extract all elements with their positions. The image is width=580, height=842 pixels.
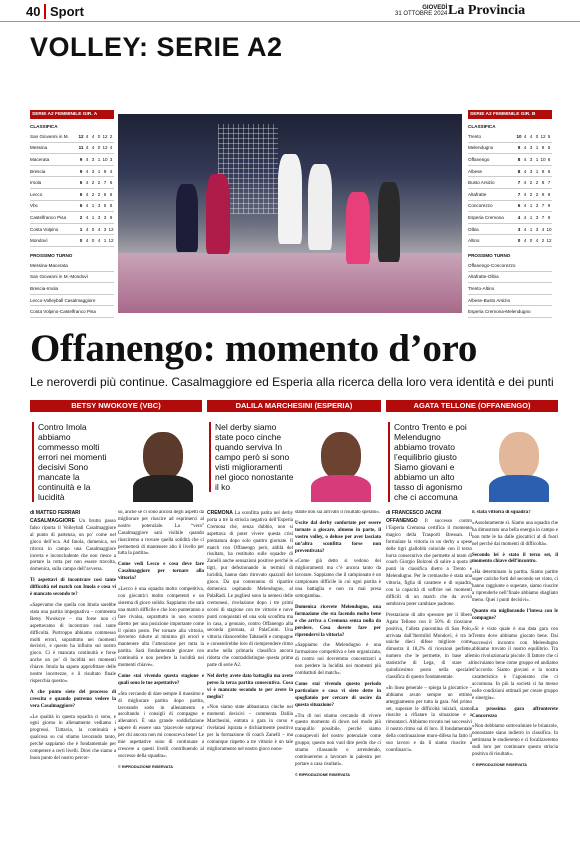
player-portrait: [306, 420, 376, 502]
copyright: © RIPRODUZIONE RISERVATA: [118, 764, 174, 769]
table-cell: 12: [102, 145, 108, 151]
table-cell: 5: [547, 145, 551, 151]
table-cell: 4: [85, 180, 89, 186]
newspaper-logo: La Provincia: [448, 3, 526, 18]
table-cell: 0: [535, 133, 539, 139]
table-cell: 0: [97, 145, 101, 151]
table-cell: 3: [529, 156, 533, 162]
table-cell: 0: [97, 133, 101, 139]
team-name: Lecco: [30, 191, 43, 197]
table-cell: 4: [529, 133, 533, 139]
paragraph-text: «Sto cercando di dare sempre il massimo e di migliorare partita dopo partita, lavorando sodo in allenamento e ascoltando i consigli di compagne e allenatori. È una grande soddisfazione sapere di essere una ‘piacevole sorpresa’ per chi ancora non mi conosceva bene! Le mie aspettative sono di continuare a crescere a questi livelli contribuendo al successo della squadra».: [118, 691, 204, 759]
table-cell: 8: [109, 203, 113, 209]
paragraph: [295, 605, 381, 640]
paragraph-text: «Lecco è una squadra molto competitiva, con giocatrici molto competenti e un sistema di gioco solido. Sappiamo che sarà una match difficile e che loro punteranno a fare rivalsa, soprattutto in uno scontro diretto per una posizione importante come il quinto posto. Per tornare alla vittoria, dovremo ridurre al minimo gli errori e mantenere alta l’attenzione per tutta la partita. Sarà fondamentale giocare con continuità e non perdere la lucidità nei momenti chiave».: [118, 587, 204, 669]
table-cell: 4: [97, 226, 101, 232]
lead-word: OFFANENGO: [386, 518, 418, 524]
paragraph-text: Uscite dal derby confortate per essere tornate a giocare, almeno in parte, il vostro volley, o deluse per aver lasciato un’altra sconfitta forse non preventivata?: [295, 520, 381, 554]
section-name: Sport: [44, 4, 84, 19]
article-column: [295, 510, 381, 777]
table-cell: 4: [523, 180, 527, 186]
lead-word: CASALMAGGIORE: [30, 518, 75, 524]
article-column: [472, 510, 558, 767]
page-header: [0, 0, 580, 22]
table-cell: 4: [85, 238, 89, 244]
paragraph: [118, 692, 204, 761]
paragraph-text: Un brutto passo falso riporta il Volleyball Casalmaggiore al punto di partenza, un po’ come nel gioco dell’oca. Ad Imola, domenica, sei ritrova in campo una Casalmaggiore incerta e inconcludente che non riesce a portare la rotta per non essere travolta, domenica, sulla campo dell’avversa.: [30, 519, 116, 573]
table-cell: 4: [109, 168, 113, 174]
paragraph: [295, 510, 381, 517]
table-cell: 0: [79, 238, 83, 244]
table-row: [30, 154, 114, 166]
table-cell: 0: [529, 238, 533, 244]
table-row: [30, 131, 114, 143]
table-cell: 5: [103, 203, 107, 209]
table-cell: 6: [79, 191, 83, 197]
paragraph: [30, 518, 116, 574]
table-row: [468, 201, 552, 213]
table-row: [30, 189, 114, 201]
table-cell: 9: [547, 203, 551, 209]
table-cell: 8: [541, 180, 545, 186]
table-cell: 1: [97, 156, 101, 162]
player-figure: [206, 174, 230, 254]
paragraph-text: stante non sia arrivato il risultato sperato».: [295, 510, 381, 515]
paragraph-text: «Si è visto quale è sua data gara con Trento dove abbiamo giocato bene. Dai successivi incontro con Melendugno abbiamo trovato il nostro equilibrio. Tra mio rivoluzionaria piscole. Il fattore che ci rincruiamo bene come gruppo ed andiamo d’accordo. Siamo giovani e la nostra caratteristica è l’agonismo che ci accomuna. In più la società ci ha messo nelle condizioni ottimali per creare gruppo e sinergia».: [472, 626, 558, 701]
paragraph: [472, 570, 558, 605]
team-name: San Giovanni in M.: [30, 133, 69, 139]
player-figure: [308, 164, 332, 250]
profile-banner: DALILA MARCHESINI (ESPERIA): [207, 400, 381, 412]
table-row: [30, 201, 114, 213]
table-cell: 2: [91, 191, 95, 197]
table-cell: 8: [517, 168, 521, 174]
header-date: [395, 5, 447, 17]
table-row: [468, 166, 552, 178]
table-cell: 9: [109, 214, 113, 220]
table-cell: 3: [103, 226, 107, 232]
pull-quote: Contro Imola abbiamo commesso molti errori nei momenti decisivi Sono mancate la continuità e la lucidità: [32, 422, 114, 502]
paragraph-text: Domenica ricevete Melendugno, una formazione che sta facendo molto bene e che arriva a Cremona senza nulla da perdere. Cosa dovete fare per riprendervi la vittoria?: [295, 604, 381, 638]
paragraph: [295, 521, 381, 556]
paragraph-text: «Tra di noi stiamo cercando di vivere questo momento di down nel modo più tranquillo possibile, perché siamo consapevoli del nostro potenziale come gruppo; questo non vuol dire perdo che ci stiamo rilassando o arrendendo, continueremo a lavorare in palestra per portare a casa risultati».: [295, 713, 381, 767]
next-round-label: PROSSIMO TURNO: [30, 252, 73, 258]
paragraph-text: La prossima gara affronterete Concorezzo: [472, 706, 558, 719]
table-cell: 7: [517, 180, 521, 186]
team-name: Albese: [468, 168, 483, 174]
article-column: [118, 510, 204, 769]
table-cell: 9: [103, 168, 107, 174]
fixture: Offanengo-Concorezzo: [468, 260, 552, 272]
fixture: Trento-Altino: [468, 283, 552, 295]
headline: Offanengo: momento d’oro: [30, 327, 478, 370]
profile-banner: BETSY NWOKOYE (VBC): [30, 400, 202, 412]
paragraph-text: «In linea generale – spiega la giocatrice – abbiamo avuto sempre un ottimo atteggiamento per tutta la gara. Nel primo set, superare le difficoltà iniziali, siamo riuscite a rifiatare la situazione e a rimontarci. Abbiamo trovato nei successivi il nostro ritmo sui di loro. Il fondamentale della continuazione muro-difesa ha fatto il suo lavoro e da lì siamo riuscite a coordinarci».: [386, 685, 472, 753]
paragraph: [295, 643, 381, 678]
paragraph: [207, 674, 293, 702]
player-figure: [176, 184, 198, 252]
page-title: VOLLEY: SERIE A2: [30, 32, 283, 62]
table-cell: 9: [79, 156, 83, 162]
table-cell: 8: [547, 191, 551, 197]
table-cell: 9: [547, 214, 551, 220]
table-cell: 2: [97, 180, 101, 186]
table-row: [468, 131, 552, 143]
table-cell: 2: [91, 180, 95, 186]
table-cell: 6: [79, 203, 83, 209]
paragraph: [295, 682, 381, 710]
table-cell: 4: [85, 214, 89, 220]
team-name: Offanengo: [468, 156, 490, 162]
table-cell: 4: [85, 133, 89, 139]
table-cell: 9: [79, 168, 83, 174]
table-row: [30, 166, 114, 178]
paragraph-text: Nel derby avete dato battaglia ma avete perso la terza partita consecutiva. Cosa vi è mancato secondo te per avere la meglio?: [207, 673, 293, 700]
paragraph-text: «Ha determinato la partita. Siamo partite super cariche forti del secondo set vinto, ci hanno raggiunte e superate, siamo riuscite a riprenderle nell’finale abbiamo sbagliato meno. Quei i punti decisivi».: [472, 570, 558, 603]
table-cell: 1: [91, 203, 95, 209]
table-cell: 2: [109, 133, 113, 139]
paragraph: [118, 562, 204, 583]
page-number: 40: [26, 4, 41, 19]
paragraph: [30, 578, 116, 599]
table-cell: 4: [541, 226, 545, 232]
table-title: SERIE A2 FEMMINILE GIR. A: [30, 110, 114, 119]
classifica-label: CLASSIFICA: [468, 124, 496, 129]
player-figure: [346, 192, 370, 264]
table-cell: 3: [97, 203, 101, 209]
team-name: Imola: [30, 180, 42, 186]
table-cell: 9: [541, 168, 545, 174]
copyright: © RIPRODUZIONE RISERVATA: [472, 763, 528, 767]
paragraph-text: «Assolutamente sì. Siamo una squadra che ha dimostrato una bella energia in campo e non tutte le ha dalle giocatrici al di fuori nel perché dai momenti di difficoltà».: [472, 520, 558, 547]
table-row: [30, 224, 114, 236]
table-cell: 6: [79, 180, 83, 186]
paragraph-text: Come stai vivendo questa stagione e quali sono le tue aspettative?: [118, 673, 204, 686]
paragraph: [472, 521, 558, 549]
table-cell: 4: [523, 145, 527, 151]
table-cell: 4: [523, 238, 527, 244]
paragraph-text: «Le qualità in questa squadra ci sono, e ogni giorno in allenamento vediamo i progressi. Tuttavia, la continuità è qualcosa su cui stiamo lavorando tanto, perché sappiamo che è fondamentale per competere a certi livelli. Direi che siamo a buon punto del nostro percor-: [30, 714, 116, 761]
table-cell: 4: [97, 238, 101, 244]
paragraph: [472, 609, 558, 623]
team-name: Castelfranco Pisa: [30, 214, 67, 220]
table-cell: 6: [547, 168, 551, 174]
paragraph: [118, 587, 204, 670]
table-row: [468, 189, 552, 201]
team-name: Concorezzo: [468, 203, 493, 209]
paragraph: [472, 510, 558, 517]
table-cell: 2: [535, 180, 539, 186]
table-cell: 2: [97, 191, 101, 197]
table-cell: 3: [91, 156, 95, 162]
team-name: Vbc: [30, 203, 38, 209]
fixture: Lecco-Volleyball Casalmaggiore: [30, 295, 114, 307]
paragraph: [30, 603, 116, 686]
table-cell: 1: [103, 238, 107, 244]
date-text: 31 OTTOBRE 2024: [395, 11, 448, 17]
table-cell: 1: [535, 156, 539, 162]
team-name: Olbia: [468, 226, 479, 232]
table-title: SERIE A2 FEMMINILE GIR. B: [468, 110, 552, 119]
classifica-label: CLASSIFICA: [30, 124, 58, 129]
paragraph-text: Secondo lei è stato il terzo set, il momento chiave dell’incontro.: [472, 552, 558, 565]
paragraph-text: Il successo contro l’Esperia Cremona certifica il momento magico della Trasporti Bressan. Il formulare la vittoria in un derby a spese delle tigri gialloblù coincide con il terzo hurra consecutivo che permette al team di coach Giorgio Bolzoni di salire a quota 8 punti in classifica dietro a Trento e Melendugno. Per le cremasche è stata una vittoria, figlia di carattere e di squadra, con la capacità di soffrire nei momenti difficili di un match che da avvio sembrava poter cambiare padrone.: [386, 519, 472, 607]
table-row: [30, 212, 114, 224]
table-cell: 12: [108, 238, 114, 244]
table-cell: 1: [535, 168, 539, 174]
table-cell: 7: [541, 214, 545, 220]
table-cell: 4: [109, 145, 113, 151]
table-cell: 5: [547, 133, 551, 139]
paragraph: [386, 686, 472, 755]
table-cell: 12: [108, 226, 114, 232]
table-cell: 6: [103, 191, 107, 197]
fixture: San Giovanni in M.-Mondovì: [30, 272, 114, 284]
next-round-list: [468, 260, 552, 318]
table-cell: 7: [541, 203, 545, 209]
paragraph: [30, 715, 116, 763]
table-cell: 6: [517, 203, 521, 209]
player-portrait: [128, 420, 198, 502]
paragraph: [207, 510, 293, 670]
copyright: © RIPRODUZIONE RISERVATA: [295, 772, 351, 777]
lead-word: CREMONA: [207, 510, 233, 516]
fixture: Albese-Busto Arsizio: [468, 295, 552, 307]
table-cell: 3: [109, 156, 113, 162]
table-row: [468, 143, 552, 155]
date-day: GIOVEDÌ: [422, 5, 448, 11]
table-cell: 4: [523, 133, 527, 139]
team-name: Altafratte: [468, 191, 487, 197]
table-cell: 1: [79, 226, 83, 232]
table-cell: 7: [103, 180, 107, 186]
table-cell: 10: [546, 226, 552, 232]
table-row: [468, 154, 552, 166]
next-round-label: PROSSIMO TURNO: [468, 252, 511, 258]
table-cell: 2: [529, 180, 533, 186]
paragraph: [207, 705, 293, 753]
table-row: [30, 143, 114, 155]
standings-table-b: [468, 110, 552, 318]
paragraph: [472, 707, 558, 721]
table-cell: 10: [540, 156, 546, 162]
table-cell: 7: [517, 191, 521, 197]
player-figure: [278, 154, 302, 244]
paragraph: [386, 613, 472, 682]
subheadline: Le neroverdi più continue. Casalmaggiore ed Esperia alla ricerca della loro vera identità e dei punti: [30, 375, 554, 389]
table-cell: 4: [523, 168, 527, 174]
table-cell: 12: [546, 238, 552, 244]
table-cell: 1: [97, 168, 101, 174]
table-cell: 11: [78, 145, 84, 151]
next-round-list: [30, 260, 114, 318]
article-column: [386, 518, 472, 759]
paragraph: [386, 518, 472, 609]
table-cell: 3: [529, 168, 533, 174]
table-cell: 4: [91, 145, 95, 151]
article-column: [30, 518, 116, 767]
paragraph-text: La sconfitta patita nel derby porta a tre la striscia negativa dell’Esperia Cremona che, senza dubbio, non si aspettava di poter vivere questa crisi prematura dopo solo quattro giornate. Il match con Offanengo però, aldilà del risultato, ha restituito sulle squadre di Zanelli anche sensazioni positive perché le tigri, pur defezionando in termini di lucidità, hanno dato ritrovato spazzoli del gioco. Da qui conteranno di ripartire domenica ospitando Melendugno, al PalaRadi. Le pugliesi sono la nemesi delle cremonesi, rivelazione dopo i tre primi scorsi di stagione con tre vittorie e nove punti conquistati ed una sola sconfitta ma in casa, a gennaio, contro Offanengo alla seconda giornata, al PalaCoim. Una vittoria rilancerebbe Tabanelli e compagne e consentirebbe loro di riemprendere ritmo anche nella primaria classifica ancora ridotta che contraddistingue questa prima parte di serie A2.: [207, 511, 293, 668]
table-cell: 4: [523, 191, 527, 197]
team-name: Esperia Cremona: [468, 214, 504, 220]
table-cell: 3: [97, 214, 101, 220]
table-cell: 1: [91, 214, 95, 220]
table-cell: 4: [85, 191, 89, 197]
table-row: [468, 212, 552, 224]
paragraph-text: «Non siamo state abbastanza cinche nei momenti decisivi – commenta Dalila Marchesini, entrata a gara in corso e rivelatasi ispirata e dichiarmente positiva per la formazione di coach Zanelli – ma comunque rispetto a tre vittorie è un tale miglioramento nel nostro gioco nono-: [207, 705, 293, 752]
team-name: Mondovì: [30, 238, 48, 244]
match-photo: [118, 114, 462, 313]
profile-banner: AGATA TELLONE (OFFANENGO): [386, 400, 558, 412]
team-name: Brescia: [30, 168, 46, 174]
paragraph: [295, 714, 381, 769]
table-cell: 4: [523, 226, 527, 232]
table-cell: 4: [517, 214, 521, 220]
paragraph-text: Come vedi Lecco e cosa deve fare Casalmaggiore per tornare alla vittoria?: [118, 562, 204, 582]
table-cell: 3: [535, 226, 539, 232]
byline: di FRANCESCO JACINI: [386, 510, 442, 516]
table-cell: 1: [529, 203, 533, 209]
court-floor: [118, 253, 462, 313]
table-cell: 1: [535, 145, 539, 151]
standings-table-a: [30, 110, 114, 318]
team-name: Messina: [30, 145, 48, 151]
paragraph: [118, 510, 204, 558]
table-cell: 10: [102, 156, 108, 162]
table-cell: 12: [78, 133, 84, 139]
table-cell: 3: [103, 214, 107, 220]
table-cell: 9: [517, 145, 521, 151]
paragraph-text: «Sappiamo che Melendugno è una formazione competitiva e ben organizzata, di contro noi dovremmo concentrarci a non perdere la lucidità nei momenti più combattuti del match».: [295, 643, 381, 677]
table-cell: 4: [85, 226, 89, 232]
table-cell: 7: [547, 180, 551, 186]
table-cell: 6: [109, 191, 113, 197]
table-cell: 12: [102, 133, 108, 139]
paragraph-text: Come stai vivendo questo periodo particolare e cosa vi siete dette in spogliatoio per cercare di uscire da questa situazione?: [295, 681, 381, 708]
article-column: [207, 510, 293, 758]
table-cell: 4: [523, 214, 527, 220]
byline: di MATTEO FERRARI: [30, 510, 81, 516]
paragraph-text: È stata vittoria di squadra?: [472, 510, 531, 515]
team-name: Trento: [468, 133, 482, 139]
fixture: Altafratte-Olbia: [468, 272, 552, 284]
fixture: Esperia Cremona-Melendugno: [468, 306, 552, 318]
team-name: Altino: [468, 238, 480, 244]
table-cell: 4: [85, 156, 89, 162]
paragraph: [295, 559, 381, 600]
table-row: [30, 177, 114, 189]
player-portrait: [484, 420, 554, 502]
table-cell: 2: [541, 238, 545, 244]
table-cell: 3: [535, 203, 539, 209]
paragraph: [472, 724, 558, 759]
table-row: [30, 235, 114, 247]
table-cell: 4: [91, 133, 95, 139]
table-cell: 0: [91, 238, 95, 244]
team-name: Busto Arsizio: [468, 180, 495, 186]
pull-quote: Contro Trento e poi Melendugno abbiamo trovato l’equilibrio giusto Siamo giovani e abbiamo un alto tasso di agonismo che ci accomuna: [388, 422, 474, 502]
table-cell: 0: [91, 226, 95, 232]
table-row: [468, 177, 552, 189]
table-cell: 4: [523, 156, 527, 162]
table-cell: 1: [529, 214, 533, 220]
fixture: Brescia-Imola: [30, 283, 114, 295]
team-name: Melendugno: [468, 145, 494, 151]
table-cell: 0: [517, 238, 521, 244]
paragraph-text: «Come già detto si vedono dei miglioramenti ma c’è ancora tanto da lavorare. Sappiamo che il campionato è un campionato difficile in cui ogni partita è una battaglia e non va mai presa sottogamba».: [295, 559, 381, 599]
paragraph-text: «Sapevamo che quella con Imola sarebbe stata una partita impegnativa – commenta Betsy Nwokoye – ma forse non ci aspettavamo di incontrare così tante difficoltà. Purtroppo abbiamo commesso molti errori, soprattutto nei momenti decisivi, e questo ha influito sul nostro gioco. Ci è mancata continuità e forse anche un po’ di lucidità nei momenti chiave. Imola ha saputo approfittare delle nostre incertezze, e il risultato finale rispecchia questo».: [30, 602, 116, 684]
table-cell: 3: [91, 168, 95, 174]
table-cell: 3: [517, 226, 521, 232]
table-cell: 8: [517, 156, 521, 162]
table-cell: 4: [85, 145, 89, 151]
paragraph: [472, 627, 558, 703]
table-rows: [30, 131, 114, 247]
paragraph-text: Ti aspettavi di incontrare così tante difficoltà nel match con Imola e cosa vi è mancato secondo te?: [30, 578, 116, 598]
table-cell: 1: [529, 226, 533, 232]
paragraph-text: «Non dobbiamo sottovalutare le brianzole, nonostante siano indietro in classifica. In settimana le studieremo e ci focalizzeremo sudi loro per continuare questa striscia positiva di risultati».: [472, 724, 558, 758]
table-cell: 4: [535, 238, 539, 244]
table-cell: 3: [529, 145, 533, 151]
fixture: Messina-Macerata: [30, 260, 114, 272]
table-cell: 2: [79, 214, 83, 220]
table-row: [468, 235, 552, 247]
paragraph-text: so, anche se ci sono ancora degli aspetti da migliorare per riuscire ad esprimerci al nostro potenziale. La “vera” Casalmaggiore sarà visibile quando riusciremo a trovare quella solidità che ci permetterà di mantenere alto il livello per tutta la partita».: [118, 510, 204, 557]
paragraph-text: Quanto sta migliorando l’intesa con le compagne?: [472, 608, 558, 621]
table-cell: 4: [85, 203, 89, 209]
paragraph: [118, 674, 204, 688]
paragraph: [472, 553, 558, 567]
table-cell: 4: [523, 203, 527, 209]
team-name: Macerata: [30, 156, 50, 162]
paragraph-text: Prestazione di alto spessore per il libero Agata Tellone con il 50% di ricezione positiva, l’alleta piacentina di San Polo, arrivata dall’Itermilid Mondovì, è tra le uniche dieci difese migliore come dimostra il 18,2% di ricezioni perfette, numero che le permette, in base alle statistiche di Lega, di stare al quindicesimo posto nella speciale classifica di questo fondamentale.: [386, 612, 472, 680]
table-cell: 9: [541, 191, 545, 197]
table-cell: 4: [85, 168, 89, 174]
table-cell: 6: [109, 180, 113, 186]
paragraph-text: A che punto siete del processo di crescita e quando potremo vedere la vera Casalmaggiore?: [30, 689, 116, 709]
table-cell: 3: [535, 214, 539, 220]
fixture: Costa Volpino-Castelfranco Pisa: [30, 306, 114, 318]
player-figure: [378, 182, 400, 262]
table-cell: 12: [540, 133, 546, 139]
table-cell: 6: [547, 156, 551, 162]
table-cell: 10: [516, 133, 522, 139]
table-cell: 2: [535, 191, 539, 197]
pull-quote: Nel derby siamo state poco cinche quando serviva In campo però si sono visti miglioramenti nel gioco nonostante il ko: [209, 422, 295, 492]
team-name: Costa Volpino: [30, 226, 59, 232]
paragraph: [30, 690, 116, 711]
table-cell: 9: [541, 145, 545, 151]
table-rows: [468, 131, 552, 247]
table-row: [468, 224, 552, 236]
table-cell: 2: [529, 191, 533, 197]
